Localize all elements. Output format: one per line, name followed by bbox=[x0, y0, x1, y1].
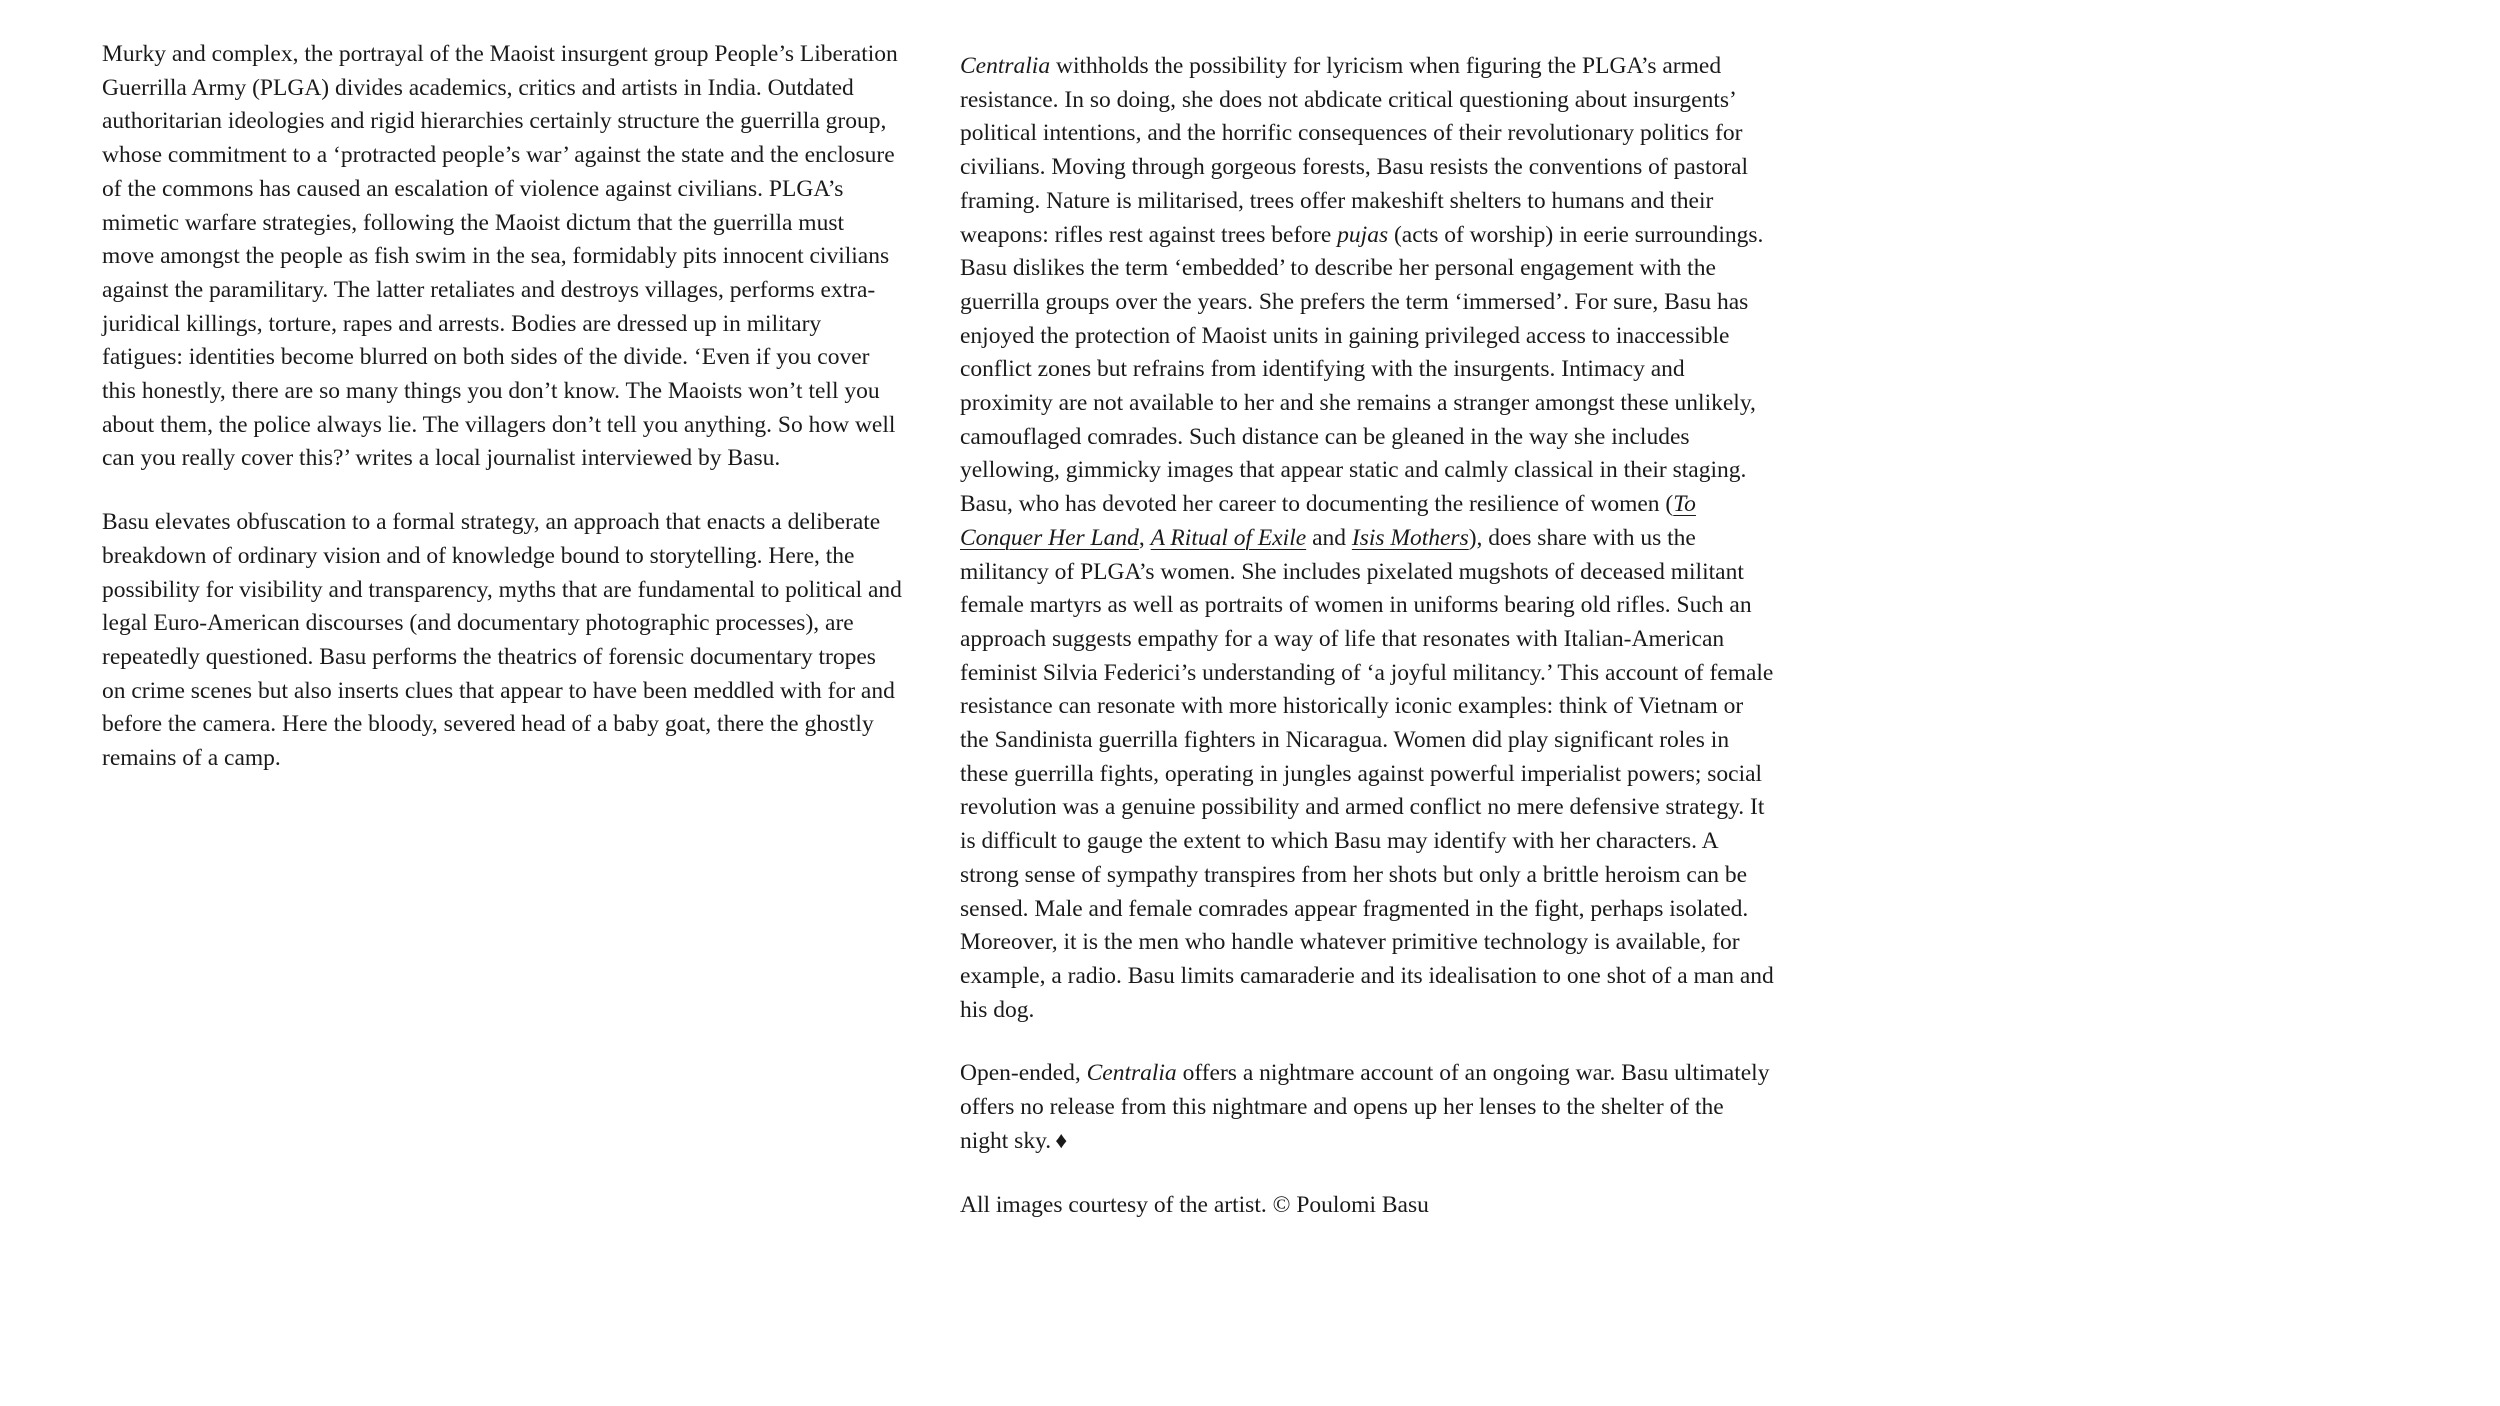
right-column bbox=[960, 50, 1775, 1252]
left-paragraph-2: Basu elevates obfuscation to a formal strategy, an approach that enacts a deliberate breakdown of ordinary vision and of knowledge bound to storytelling. Here, the possibility for visibility and transparency, myths that are fundamental to political and legal Euro-American discourses (and documentary photographic processes), are repeatedly questioned. Basu performs the theatrics of forensic documentary tropes on crime scenes but also inserts clues that appear to have been meddled with for and before the camera. Here the bloody, severed head of a baby goat, there the ghostly remains of a camp. bbox=[102, 509, 902, 772]
link-a-ritual-of-exile[interactable]: A Ritual of Exile bbox=[1150, 524, 1307, 551]
link-isis-mothers[interactable]: Isis Mothers bbox=[1351, 524, 1469, 551]
link-to-conquer-her-land[interactable]: To Conquer Her Land bbox=[960, 491, 1696, 551]
title-centralia: Centralia bbox=[1086, 1060, 1177, 1087]
term-pujas: pujas bbox=[1337, 221, 1389, 248]
separator: , bbox=[1138, 524, 1151, 551]
left-column bbox=[102, 38, 902, 806]
paragraph-text: offers a nightmare account of an ongoing war. Basu ultimately offers no release from this nightmare and opens up her lenses to the shelter of the night sky. bbox=[960, 1060, 1770, 1154]
title-centralia: Centralia bbox=[960, 53, 1051, 79]
separator: and bbox=[1306, 524, 1352, 551]
right-paragraph-2 bbox=[960, 1057, 1775, 1158]
image-credit: All images courtesy of the artist. © Poulomi Basu bbox=[960, 1191, 1429, 1218]
paragraph-text: ), does share with us the militancy of PLGA’s women. She includes pixelated mugshots of deceased militant female martyrs as well as portraits of women in uniforms bearing old rifles. Such an approach suggests empathy for a way of life that resonates with Italian-American feminist Silvia Federici’s understanding of ‘a joyful militancy.’ This account of female resistance can resonate with more historically iconic examples: think of Vietnam or the Sandinista guerrilla fighters in Nicaragua. Women did play significant roles in these guerrilla fights, operating in jungles against powerful imperialist powers; social revolution was a genuine possibility and armed conflict no mere defensive strategy. It is difficult to gauge the extent to which Basu may identify with her characters. A strong sense of sympathy transpires from her shots but only a brittle heroism can be sensed. Male and female comrades appear fragmented in the fight, perhaps isolated. Moreover, it is the men who handle whatever primitive technology is available, for example, a radio. Basu limits camaraderie and its idealisation to one shot of a man and his dog. bbox=[960, 524, 1774, 1023]
diamond-end-mark-icon: ♦ bbox=[1055, 1127, 1068, 1154]
right-paragraph-1 bbox=[960, 50, 1775, 1027]
paragraph-text: Open-ended, bbox=[960, 1060, 1087, 1087]
paragraph-text: withholds the possibility for lyricism when figuring the PLGA’s armed resistance. In so doing, she does not abdicate critical questioning about insurgents’ political intentions, and the horrific consequences of their revolutionary politics for civilians. Moving through gorgeous forests, Basu resists the conventions of pastoral framing. Nature is militarised, trees offer makeshift shelters to humans and their weapons: rifles rest against trees before bbox=[960, 53, 1749, 248]
paragraph-text: (acts of worship) in eerie surroundings. Basu dislikes the term ‘embedded’ to describe her personal engagement with the guerrilla groups over the years. She prefers the term ‘immersed’. For sure, Basu has enjoyed the protection of Maoist units in gaining privileged access to inaccessible conflict zones but refrains from identifying with the insurgents. Intimacy and proximity are not available to her and she remains a stranger amongst these unlikely, camouflaged comrades. Such distance can be gleaned in the way she includes yellowing, gimmicky images that appear static and calmly classical in their staging. Basu, who has devoted her career to documenting the resilience of women ( bbox=[960, 221, 1764, 518]
left-paragraph-1: Murky and complex, the portrayal of the Maoist insurgent group People’s Liberation Guerrilla Army (PLGA) divides academics, critics and artists in India. Outdated authoritarian ideologies and rigid hierarchies certainly structure the guerrilla group, whose commitment to a ‘protracted people’s war’ against the state and the enclosure of the commons has caused an escalation of violence against civilians. PLGA’s mimetic warfare strategies, following the Maoist dictum that the guerrilla must move amongst the people as fish swim in the sea, formidably pits innocent civilians against the paramilitary. The latter retaliates and destroys villages, performs extra-juridical killings, torture, rapes and arrests. Bodies are dressed up in military fatigues: identities become blurred on both sides of the divide. ‘Even if you cover this honestly, there are so many things you don’t know. The Maoists won’t tell you about them, the police always lie. The villagers don’t tell you anything. So how well can you really cover this?’ writes a local journalist interviewed by Basu. bbox=[102, 41, 898, 472]
